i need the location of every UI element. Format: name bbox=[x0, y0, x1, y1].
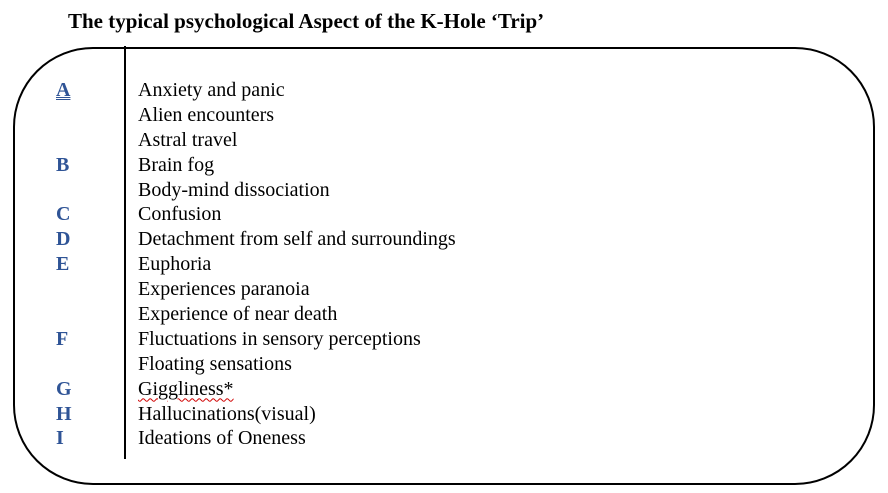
list-item: Alien encounters bbox=[138, 103, 275, 126]
letter-marker: E bbox=[56, 253, 70, 276]
letter-marker: G bbox=[56, 377, 72, 400]
list-item: Euphoria bbox=[138, 253, 212, 276]
list-item: Experiences paranoia bbox=[138, 278, 310, 301]
list-item: Hallucinations(visual) bbox=[138, 402, 316, 425]
letter-marker: D bbox=[56, 228, 71, 251]
document-title: The typical psychological Aspect of the K-Hole ‘Trip’ bbox=[68, 9, 545, 33]
list-item: Floating sensations bbox=[138, 352, 292, 375]
list-item: Body-mind dissociation bbox=[138, 178, 330, 201]
letter-marker: C bbox=[56, 203, 71, 226]
list-item: Anxiety and panic bbox=[138, 79, 285, 101]
letter-marker: A bbox=[56, 79, 71, 101]
list-item: Astral travel bbox=[138, 128, 238, 151]
list-item: Fluctuations in sensory perceptions bbox=[138, 327, 421, 350]
list-item: Experience of near death bbox=[138, 303, 338, 326]
spellcheck-flagged-text: Giggliness* bbox=[138, 377, 234, 400]
letter-marker: B bbox=[56, 153, 70, 176]
letter-column bbox=[56, 78, 96, 451]
list-item: Confusion bbox=[138, 203, 222, 226]
letter-marker: I bbox=[56, 427, 64, 450]
list-item: Brain fog bbox=[138, 153, 215, 176]
list-item: Ideations of Oneness bbox=[138, 427, 306, 450]
column-divider bbox=[124, 46, 126, 459]
list-item: Detachment from self and surroundings bbox=[138, 228, 456, 251]
letter-marker: F bbox=[56, 327, 69, 350]
item-column bbox=[138, 78, 456, 451]
letter-marker: H bbox=[56, 402, 72, 425]
list-item bbox=[138, 377, 456, 402]
